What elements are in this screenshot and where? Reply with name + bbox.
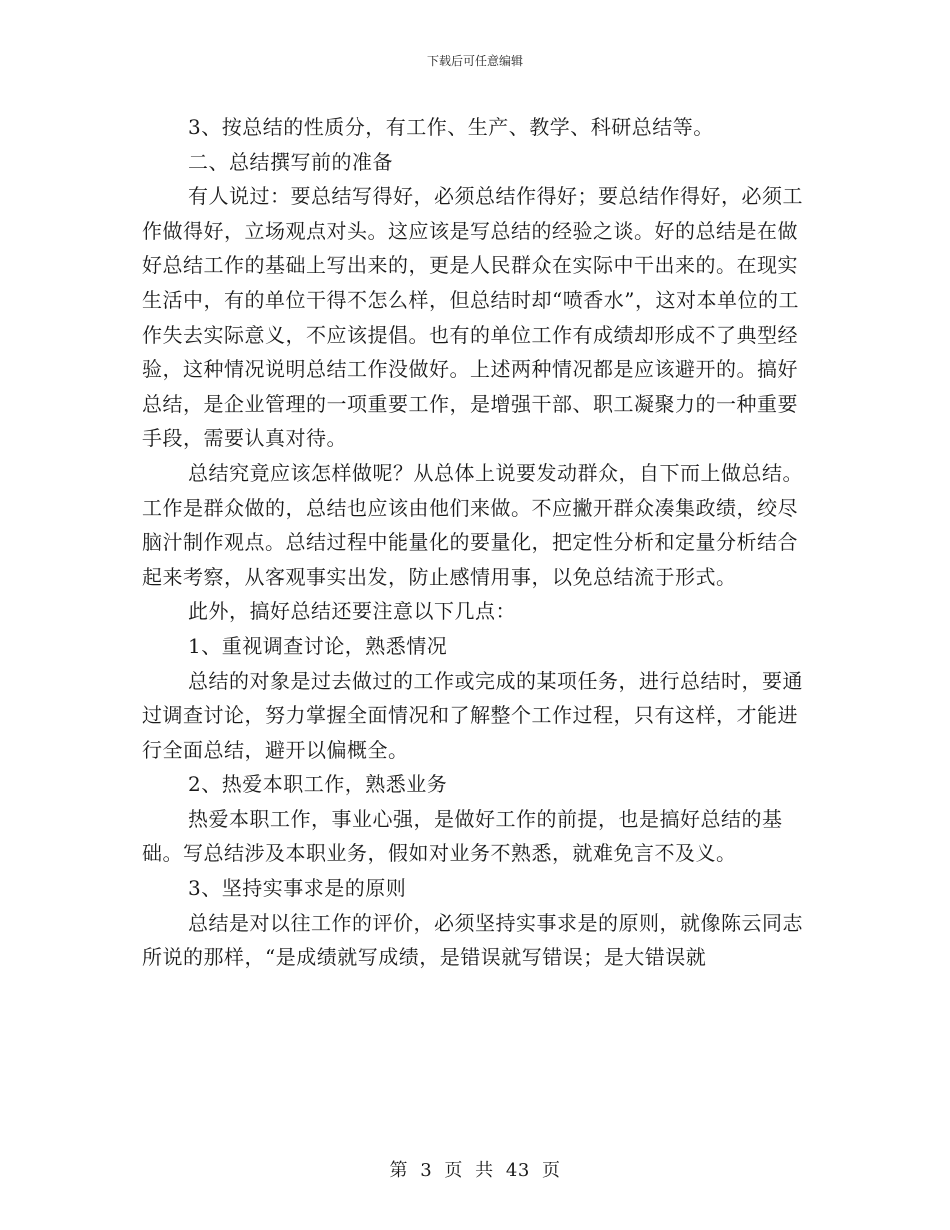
paragraph: 总结究竟应该怎样做呢？从总体上说要发动群众，自下而上做总结。工作是群众做的，总结也应该由他们来做。不应撇开群众凑集政绩，绞尽脑汁制作观点。总结过程中能量化的要量化，把定性分析和定量分析结合起来考察，从客观事实出发，防止感情用事，以免总结流于形式。 [142,460,803,589]
page-footer [0,1156,950,1182]
section-heading: 二、总结撰写前的准备 [188,149,393,174]
total-pages: 43 [505,1160,530,1181]
paragraph: 热爱本职工作，事业心强，是做好工作的前提，也是搞好总结的基础。写总结涉及本职业务，假如对业务不熟悉，就难免言不及义。 [142,806,783,866]
paragraph: 总结的对象是过去做过的工作或完成的某项任务，进行总结时，要通过调查讨论，努力掌握全面情况和了解整个工作过程，只有这样，才能进行全面总结，避开以偏概全。 [142,668,803,762]
paragraph: 总结是对以往工作的评价，必须坚持实事求是的原则，就像陈云同志所说的那样，“是成绩就写成绩，是错误就写错误；是大错误就 [142,910,803,970]
paragraph: 有人说过：要总结写得好，必须总结作得好；要总结作得好，必须工作做得好，立场观点对头。这应该是写总结的经验之谈。好的总结是在做好总结工作的基础上写出来的，更是人民群众在实际中干出来的。在现实生活中，有的单位干得不怎么样，但总结时却“喷香水”，这对本单位的工作失去实际意义，不应该提倡。也有的单位工作有成绩却形成不了典型经验，这种情况说明总结工作没做好。上述两种情况都是应该避开的。搞好总结，是企业管理的一项重要工作，是增强干部、职工凝聚力的一种重要手段，需要认真对待。 [142,184,803,451]
footer-page-unit: 页 [444,1160,463,1181]
subheading: 1、重视调查讨论，熟悉情况 [188,633,448,658]
paragraph: 3、按总结的性质分，有工作、生产、教学、科研总结等。 [188,115,714,139]
subheading: 2、热爱本职工作，熟悉业务 [188,772,448,797]
paragraph: 此外，搞好总结还要注意以下几点： [188,599,516,624]
footer-total-unit: 页 [542,1160,561,1181]
page-header: 下载后可任意编辑 [426,54,523,68]
footer-prefix: 第 [389,1160,408,1181]
document-body [142,110,810,975]
page-number: 3 [420,1160,433,1181]
footer-total-prefix: 共 [475,1160,494,1181]
subheading: 3、坚持实事求是的原则 [188,876,407,901]
